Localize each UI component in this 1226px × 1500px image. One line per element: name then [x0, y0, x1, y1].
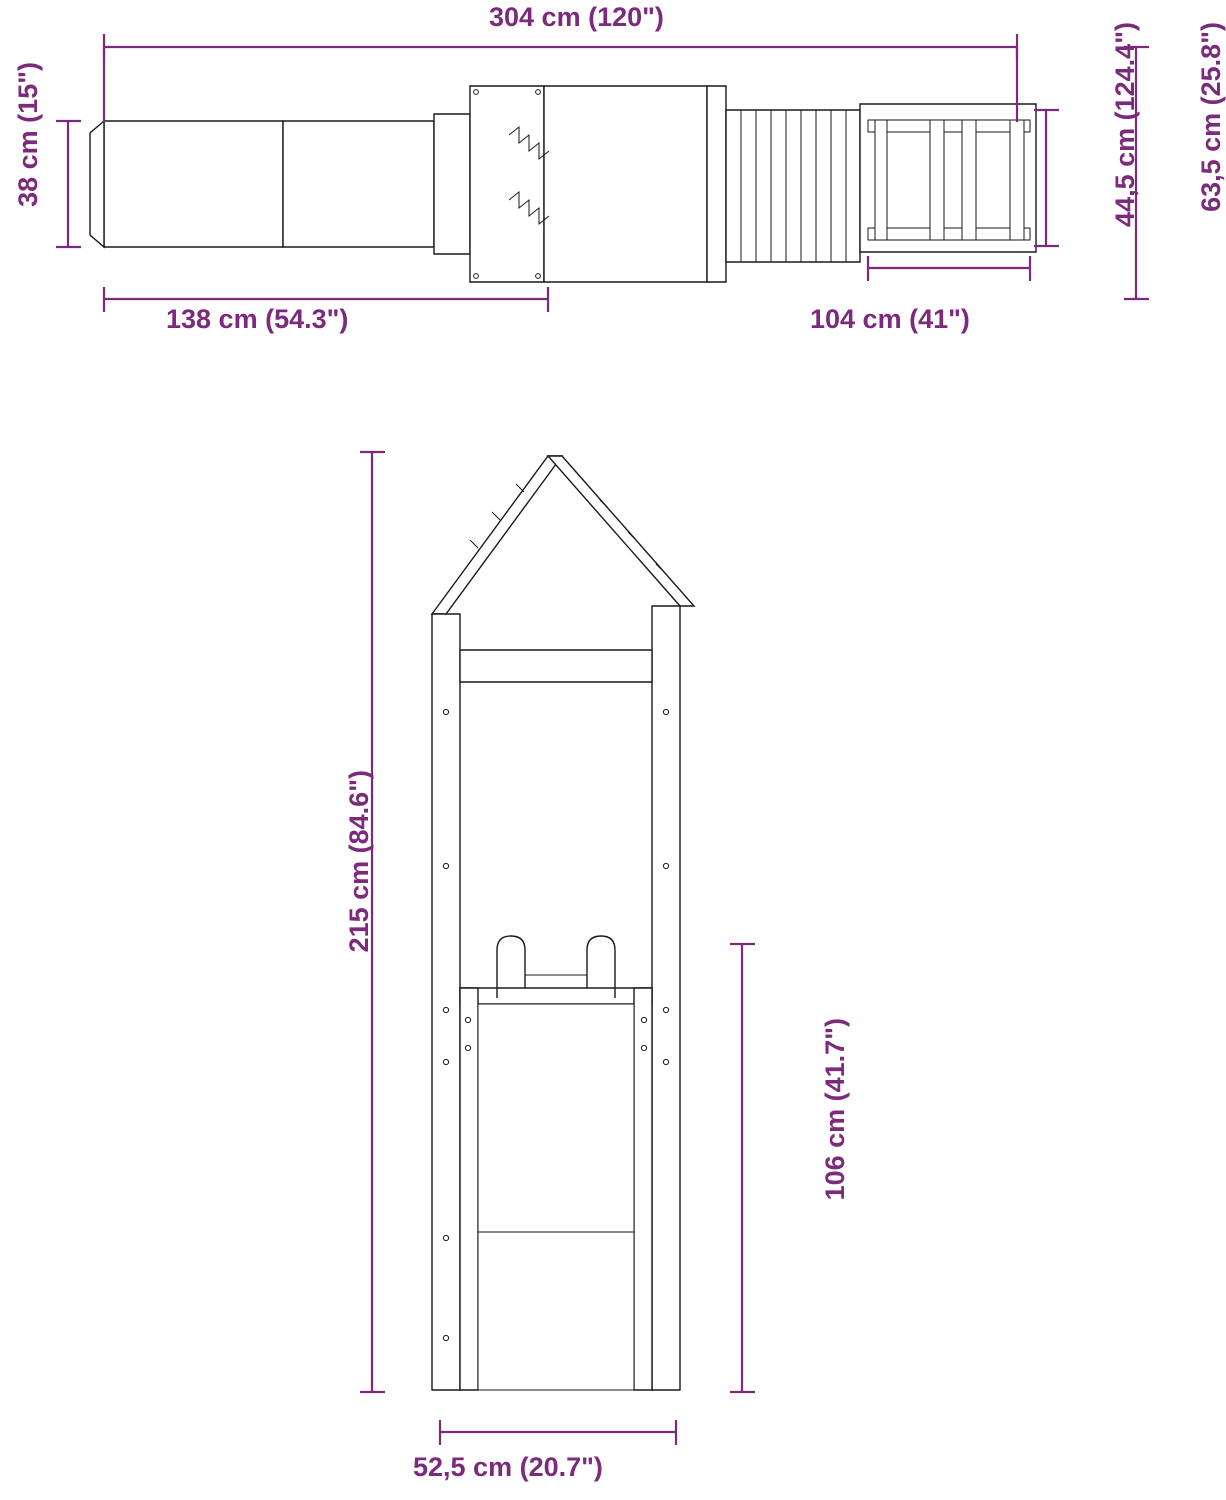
label-tower-width: 52,5 cm (20.7") [413, 1452, 603, 1482]
front-view-tower [432, 456, 694, 1390]
label-frame-depth: 44,5 cm (124.4") [1110, 22, 1140, 227]
label-slide-length: 138 cm (54.3") [166, 304, 349, 334]
label-frame-width: 104 cm (41") [810, 304, 970, 334]
top-view-deck-slats [726, 110, 860, 262]
label-slide-height: 38 cm (15") [13, 62, 43, 207]
dim-tower-width [440, 1420, 676, 1445]
dim-platform-height [730, 944, 755, 1392]
dim-frame-depth [1034, 110, 1059, 246]
top-view-climbing-frame [860, 104, 1036, 252]
label-tower-height: 215 cm (84.6") [344, 770, 374, 953]
label-total-depth: 63,5 cm (25.8") [1196, 22, 1226, 212]
top-view-tower [470, 86, 726, 282]
dim-slide-height [56, 121, 81, 247]
top-view-slide [90, 114, 470, 254]
label-platform-height: 106 cm (41.7") [820, 1018, 850, 1201]
dim-frame-width [868, 256, 1030, 281]
label-overall-width: 304 cm (120") [489, 2, 664, 32]
